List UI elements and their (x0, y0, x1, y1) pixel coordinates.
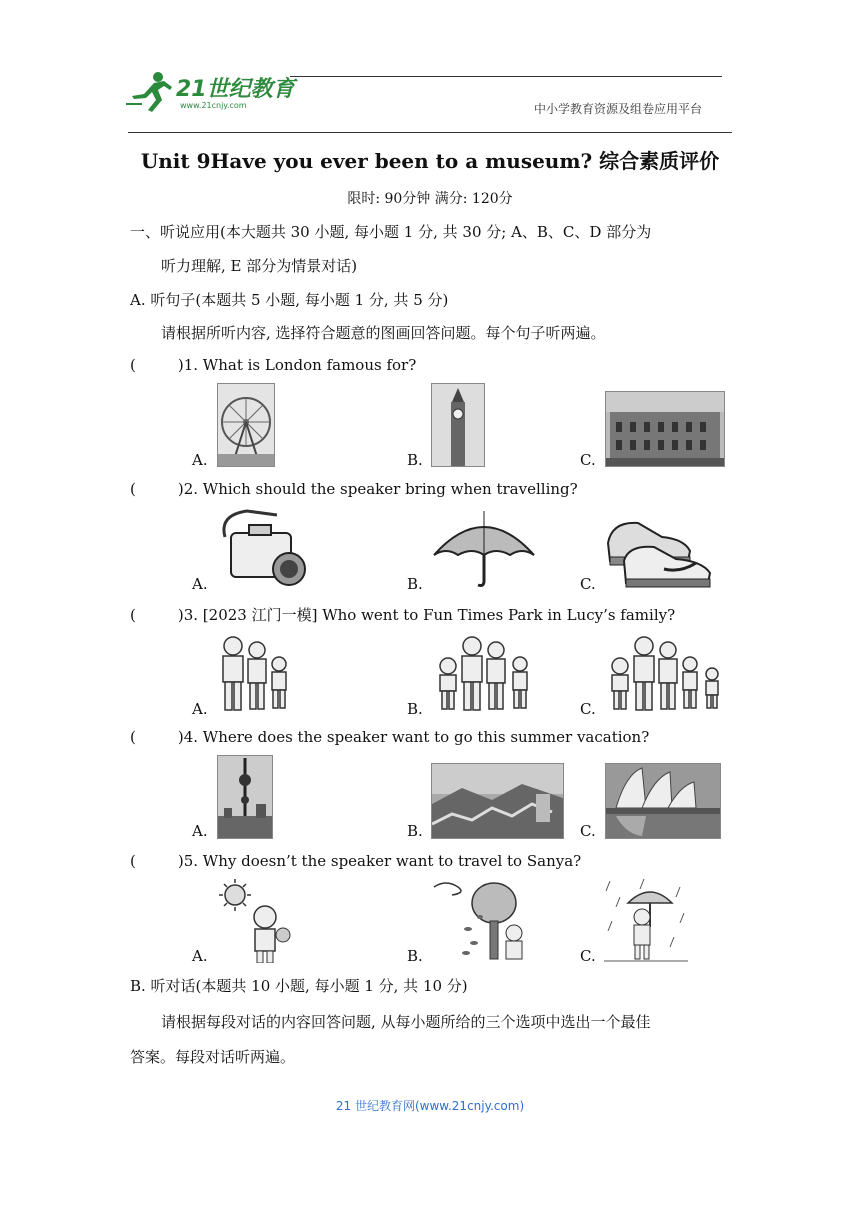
part-a-heading: A. 听句子(本题共 5 小题, 每小题 1 分, 共 5 分) (130, 291, 449, 309)
option-2c: C. (580, 575, 596, 593)
part-b-instruction: 请根据每段对话的内容回答问题, 从每小题所给的三个选项中选出一个最佳 (161, 1013, 651, 1031)
header-rule-top (290, 76, 722, 77)
option-5a: A. (192, 947, 208, 965)
runner-logo-icon (124, 70, 176, 114)
family-four-icon (436, 634, 534, 712)
umbrella-icon (430, 507, 538, 589)
sneakers-icon (604, 507, 714, 589)
option-3a: A. (192, 700, 208, 718)
part-b-heading: B. 听对话(本题共 10 小题, 每小题 1 分, 共 10 分) (130, 977, 468, 995)
option-5c: C. (580, 947, 596, 965)
question-3: ( )3. [2023 江门一模] Who went to Fun Times Park in Lucy’s family? (130, 606, 676, 624)
question-4: ( )4. Where does the speaker want to go this summer vacation? (130, 728, 650, 746)
great-wall-photo-icon (431, 763, 564, 839)
hot-sun-icon (217, 877, 293, 963)
section-heading: 一、听说应用(本大题共 30 小题, 每小题 1 分, 共 30 分; A、B、C、D 部分为 (130, 223, 652, 241)
platform-label: 中小学教育资源及组卷应用平台 (534, 102, 703, 116)
tv-tower-photo-icon (217, 755, 273, 839)
question-1: ( )1. What is London famous for? (130, 356, 417, 374)
option-1c: C. (580, 451, 596, 469)
option-2b: B. (407, 575, 423, 593)
header-rule-bottom (128, 132, 732, 133)
ferris-wheel-photo-icon (217, 383, 275, 467)
family-three-icon (217, 634, 293, 712)
family-five-icon (608, 634, 724, 712)
option-5b: B. (407, 947, 423, 965)
time-info: 限时: 90分钟 满分: 120分 (347, 191, 513, 207)
windy-tree-icon (432, 877, 536, 963)
question-2: ( )2. Which should the speaker bring when travelling? (130, 480, 578, 498)
option-2a: A. (192, 575, 208, 593)
option-4c: C. (580, 822, 596, 840)
option-4a: A. (192, 822, 208, 840)
big-ben-photo-icon (431, 383, 485, 467)
part-b-instruction-cont: 答案。每段对话听两遍。 (130, 1048, 296, 1066)
option-1b: B. (407, 451, 423, 469)
option-4b: B. (407, 822, 423, 840)
logo-text: 21世纪教育 (176, 77, 295, 102)
palace-photo-icon (605, 391, 725, 467)
option-3c: C. (580, 700, 596, 718)
question-5: ( )5. Why doesn’t the speaker want to travel to Sanya? (130, 852, 582, 870)
camera-icon (217, 507, 309, 589)
section-heading-cont: 听力理解, E 部分为情景对话) (161, 257, 358, 275)
site-logo (124, 70, 294, 116)
opera-house-photo-icon (605, 763, 721, 839)
option-1a: A. (192, 451, 208, 469)
page-footer: 21 世纪教育网(www.21cnjy.com) (335, 1099, 525, 1113)
part-a-instruction: 请根据所听内容, 选择符合题意的图画回答问题。每个句子听两遍。 (161, 324, 606, 342)
rainy-umbrella-icon (604, 877, 688, 963)
option-3b: B. (407, 700, 423, 718)
logo-url: www.21cnjy.com (180, 101, 247, 110)
page-title: Unit 9Have you ever been to a museum? 综合素质评价 (140, 149, 720, 173)
